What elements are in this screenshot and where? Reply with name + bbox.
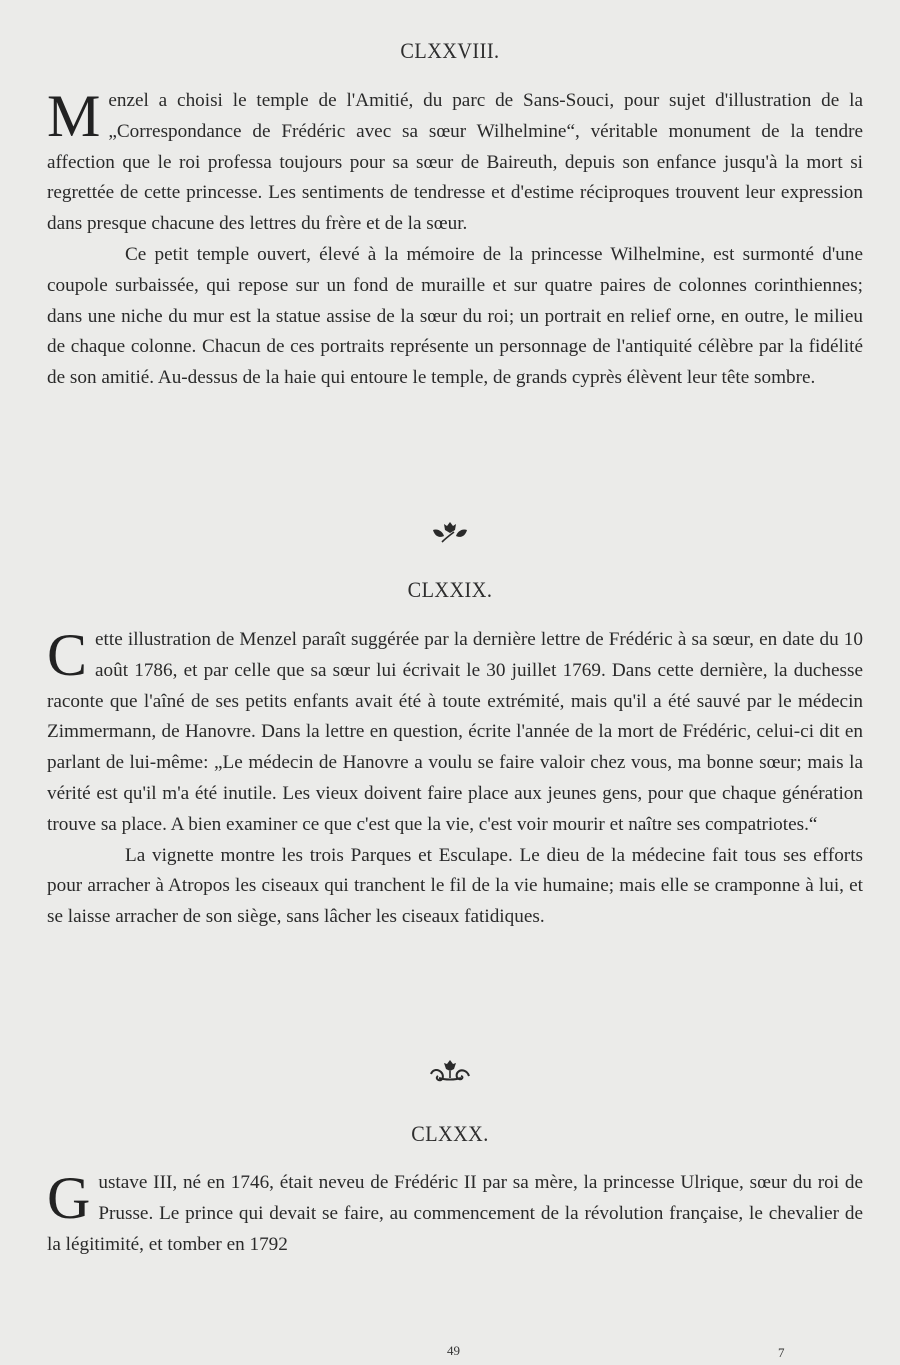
section-clxxviii xyxy=(47,83,863,394)
page-number: 49 xyxy=(447,1343,460,1358)
paragraph: ustave III, né en 1746, était neveu de Frédéric II par sa mère, la princesse Ulrique, sœur du roi de Prusse. Le prince qui devait se faire, au commencement de la révolution française, le chevalier de la légitimité, et tomber en 1792 xyxy=(47,1172,863,1255)
section-heading-clxxx: CLXXX. xyxy=(411,1121,489,1146)
section-heading-clxxviii: CLXXVIII. xyxy=(400,38,500,63)
section-heading-clxxix: CLXXIX. xyxy=(407,577,493,602)
paragraph: ette illustration de Menzel paraît suggérée par la dernière lettre de Frédéric à sa sœur, en date du 10 août 1786, et par celle que sa sœur lui écrivait le 30 juillet 1769. Dans cette dernière, la duchesse raconte que l'aîné de ses petits enfants avait été à toute extrémité, mais qu'il a été sauvé par le médecin Zimmermann, de Hanovre. Dans la lettre en question, écrite l'année de la mort de Frédéric, celui-ci dit en parlant de lui-même: „Le médecin de Hanovre a voulu se faire valoir chez vous, ma bonne sœur; mais la vérité est qu'il m'a été inutile. Les vieux doivent faire place aux jeunes gens, pour que chaque génération trouve sa place. A bien examiner ce que c'est que la vie, c'est voir mourir et naître ses compatriotes.“ xyxy=(47,629,863,835)
fleuron-icon xyxy=(0,1058,900,1089)
paragraph: enzel a choisi le temple de l'Amitié, du parc de Sans-Souci, pour sujet d'illustration de la „Correspondance de Frédéric avec sa sœur Wilhelmine“, véritable monument de la tendre affection que le roi professa toujours pour sa sœur de Baireuth, depuis son enfance jusqu'à la mort si regrettée de cette princesse. Les sentiments de tendresse et d'estime réciproques trouvent leur expression dans presque chacune des lettres du frère et de la sœur. xyxy=(47,90,863,235)
signature-mark: 7 xyxy=(778,1345,785,1360)
fleuron-icon xyxy=(0,520,900,549)
section-clxxx xyxy=(47,1165,863,1260)
paragraph: Ce petit temple ouvert, élevé à la mémoire de la princesse Wilhelmine, est surmonté d'une coupole surbaissée, qui repose sur un fond de muraille et sur quatre paires de colonnes corinthiennes; dans une niche du mur est la statue assise de la sœur du roi; un portrait en relief orne, en outre, le milieu de chaque colonne. Chacun de ces portraits représente un personnage de l'antiquité célèbre par la fidélité de son amitié. Au-dessus de la haie qui entoure le temple, de grands cyprès élèvent leur tête sombre. xyxy=(47,243,863,389)
drop-cap: G xyxy=(47,1165,91,1231)
drop-cap: C xyxy=(47,622,88,688)
section-clxxix xyxy=(47,622,863,933)
paragraph: La vignette montre les trois Parques et Esculape. Le dieu de la médecine fait tous ses efforts pour arracher à Atropos les ciseaux qui tranchent le fil de la vie humaine; mais elle se cramponne à lui, et se laisse arracher de son siège, sans lâcher les ciseaux fatidiques. xyxy=(47,844,863,928)
drop-cap: M xyxy=(47,83,101,149)
